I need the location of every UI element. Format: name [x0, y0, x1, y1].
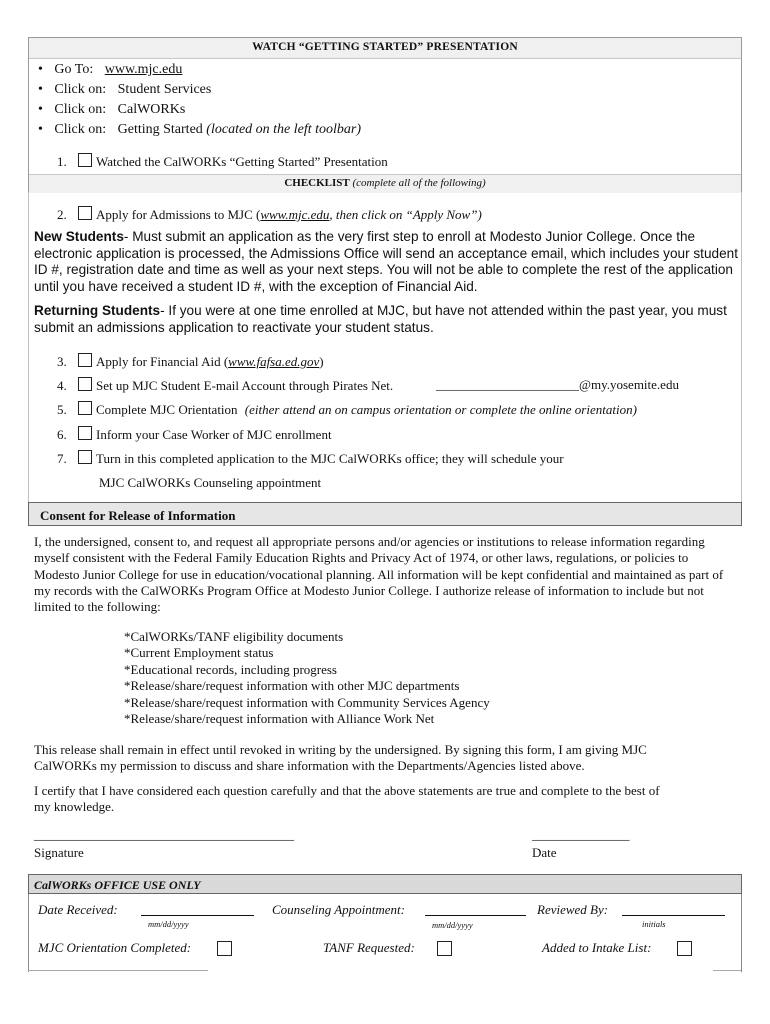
apply-admissions-checkbox[interactable] — [78, 206, 92, 220]
release-paragraph: This release shall remain in effect until revoked in writing by the undersigned. By signing this form, I am giving MJC CalWORKs my permission to discuss and share information with the Departments/Agencies listed above. — [34, 742, 647, 774]
office-bottom-line-1 — [28, 970, 208, 971]
checklist-subtitle: (complete all of the following) — [352, 177, 486, 189]
item-text: Turn in this completed application to the MJC CalWORKs office; they will schedule your — [96, 451, 564, 466]
item-tail: , then click on “Apply Now”) — [329, 207, 482, 222]
item-text: Complete MJC Orientation — [96, 402, 238, 417]
consent-item: *Current Employment status — [124, 645, 274, 661]
checklist-item-4 — [57, 377, 393, 394]
office-header: CalWORKs OFFICE USE ONLY — [34, 878, 201, 892]
fafsa-link[interactable]: www.fafsa.ed.gov — [228, 354, 320, 369]
watch-bullet-4 — [38, 122, 361, 138]
consent-item: *Educational records, including progress — [124, 661, 337, 677]
mjc-apply-link[interactable]: www.mjc.edu — [260, 207, 330, 222]
returning-students-label: Returning Students — [34, 303, 161, 318]
bullet-value: Getting Started — [117, 122, 203, 137]
bullet-label: Go To: — [54, 62, 94, 77]
checklist-title: CHECKLIST — [284, 177, 350, 189]
bullet-dot: • — [38, 62, 43, 77]
consent-item: *Release/share/request information with Community Services Agency — [124, 694, 490, 710]
checklist-left-border — [28, 192, 29, 502]
item-number: 5. — [57, 402, 67, 417]
consent-item: *CalWORKs/TANF eligibility documents — [124, 629, 344, 644]
tanf-requested-label: TANF Requested: — [323, 940, 415, 955]
returning-students-paragraph — [34, 303, 738, 336]
item-text: Inform your Case Worker of MJC enrollment — [96, 427, 332, 442]
counseling-appointment-label: Counseling Appointment: — [272, 902, 406, 917]
consent-item-list — [124, 629, 490, 727]
student-email-field[interactable]: ______________________@my.yosemite.edu — [436, 377, 679, 392]
signature-label: Signature — [34, 845, 84, 860]
new-students-paragraph — [34, 229, 738, 295]
reviewed-by-field[interactable] — [622, 915, 725, 916]
item-text: Set up MJC Student E-mail Account through Pirates Net. — [96, 378, 394, 393]
bullet-dot: • — [38, 82, 43, 97]
orientation-completed-checkbox[interactable] — [217, 941, 232, 956]
case-worker-checkbox[interactable] — [78, 426, 92, 440]
checklist-right-border — [741, 192, 742, 502]
certify-paragraph: I certify that I have considered each question carefully and that the above statements are true and complete to the best of my knowledge. — [34, 783, 660, 815]
reviewed-by-label: Reviewed By: — [537, 902, 609, 917]
checklist-header — [29, 177, 741, 189]
bullet-label: Click on: — [54, 82, 107, 97]
added-to-intake-label: Added to Intake List: — [542, 940, 652, 955]
watch-bullet-1 — [38, 62, 182, 78]
mjc-website-link[interactable]: www.mjc.edu — [104, 62, 183, 77]
item-number: 7. — [57, 451, 67, 466]
watched-presentation-checkbox[interactable] — [78, 153, 92, 167]
added-to-intake-checkbox[interactable] — [677, 941, 692, 956]
new-students-text: - Must submit an application as the very first step to enroll at Modesto Junior College. Once the electronic application is processed, the Admissions Office will send an acceptance email, which includes your student ID #, registration date and time as well as your next steps. You will not be able to complete the rest of the application until you have received a student ID #, with the exception of Financial Aid. — [34, 229, 738, 294]
item-text: Apply for Admissions to MJC ( — [96, 207, 261, 222]
consent-paragraph: I, the undersigned, consent to, and request all appropriate persons and/or agencies or institutions to release information regarding myself consistent with the Federal Family Education Rights and Privacy Act of 1974, or other laws, regulations, or policies to Modesto Junior College for use in education/vocational planning. All information will be kept confidential and maintained as part of my records with the CalWORKs Program Office at Modesto Junior College. I authorize release of information to include but not limited to the following: — [34, 534, 724, 615]
bullet-value: Student Services — [117, 82, 212, 97]
bullet-label: Click on: — [54, 122, 107, 137]
checklist-item-7 — [57, 450, 564, 467]
date-label: Date — [532, 845, 557, 860]
tanf-requested-checkbox[interactable] — [437, 941, 452, 956]
orientation-checkbox[interactable] — [78, 401, 92, 415]
item-tail: ) — [319, 354, 324, 369]
item-text: Apply for Financial Aid ( — [96, 354, 229, 369]
item-number: 3. — [57, 354, 67, 369]
item-number: 1. — [57, 154, 67, 169]
consent-item: *Release/share/request information with other MJC departments — [124, 678, 460, 694]
checklist-item-3 — [57, 353, 324, 370]
date-line[interactable]: _______________ — [532, 827, 630, 842]
bullet-dot: • — [38, 122, 43, 137]
returning-students-text: - If you were at one time enrolled at MJC, but have not attended within the past year, you must submit an admissions application to reactivate your student status. — [34, 303, 727, 335]
date-received-hint: mm/dd/yyyy — [148, 919, 189, 929]
item-text: Watched the CalWORKs “Getting Started” Presentation — [96, 154, 388, 169]
item-note: (either attend an on campus orientation or complete the online orientation) — [244, 402, 637, 417]
checklist-item-6 — [57, 426, 332, 443]
bullet-label: Click on: — [54, 102, 107, 117]
consent-header: Consent for Release of Information — [40, 508, 236, 523]
item-number: 2. — [57, 207, 67, 222]
bullet-value: CalWORKs — [117, 102, 186, 117]
turn-in-application-checkbox[interactable] — [78, 450, 92, 464]
bullet-note: (located on the left toolbar) — [206, 122, 362, 137]
item-number: 6. — [57, 427, 67, 442]
bullet-dot: • — [38, 102, 43, 117]
checklist-item-5 — [57, 401, 637, 418]
counseling-appointment-field[interactable] — [425, 915, 526, 916]
financial-aid-checkbox[interactable] — [78, 353, 92, 367]
checklist-item-2 — [57, 206, 482, 223]
checklist-item-1 — [57, 153, 388, 170]
office-right-border — [741, 894, 742, 972]
orientation-completed-label: MJC Orientation Completed: — [38, 940, 192, 955]
office-bottom-line-2 — [713, 970, 741, 971]
watch-bullet-2 — [38, 82, 211, 98]
item-number: 4. — [57, 378, 67, 393]
watch-header: WATCH “GETTING STARTED” PRESENTATION — [252, 41, 518, 53]
initials-hint: initials — [642, 919, 666, 929]
checklist-item-7-line2: MJC CalWORKs Counseling appointment — [99, 475, 322, 490]
date-received-field[interactable] — [141, 915, 254, 916]
watch-bullet-3 — [38, 102, 185, 118]
office-left-border — [28, 894, 29, 972]
signature-line[interactable]: ________________________________________ — [34, 827, 294, 842]
consent-item: *Release/share/request information with Alliance Work Net — [124, 711, 435, 727]
counseling-date-hint: mm/dd/yyyy — [432, 920, 473, 930]
new-students-label: New Students — [34, 229, 124, 244]
email-account-checkbox[interactable] — [78, 377, 92, 391]
date-received-label: Date Received: — [38, 902, 118, 917]
